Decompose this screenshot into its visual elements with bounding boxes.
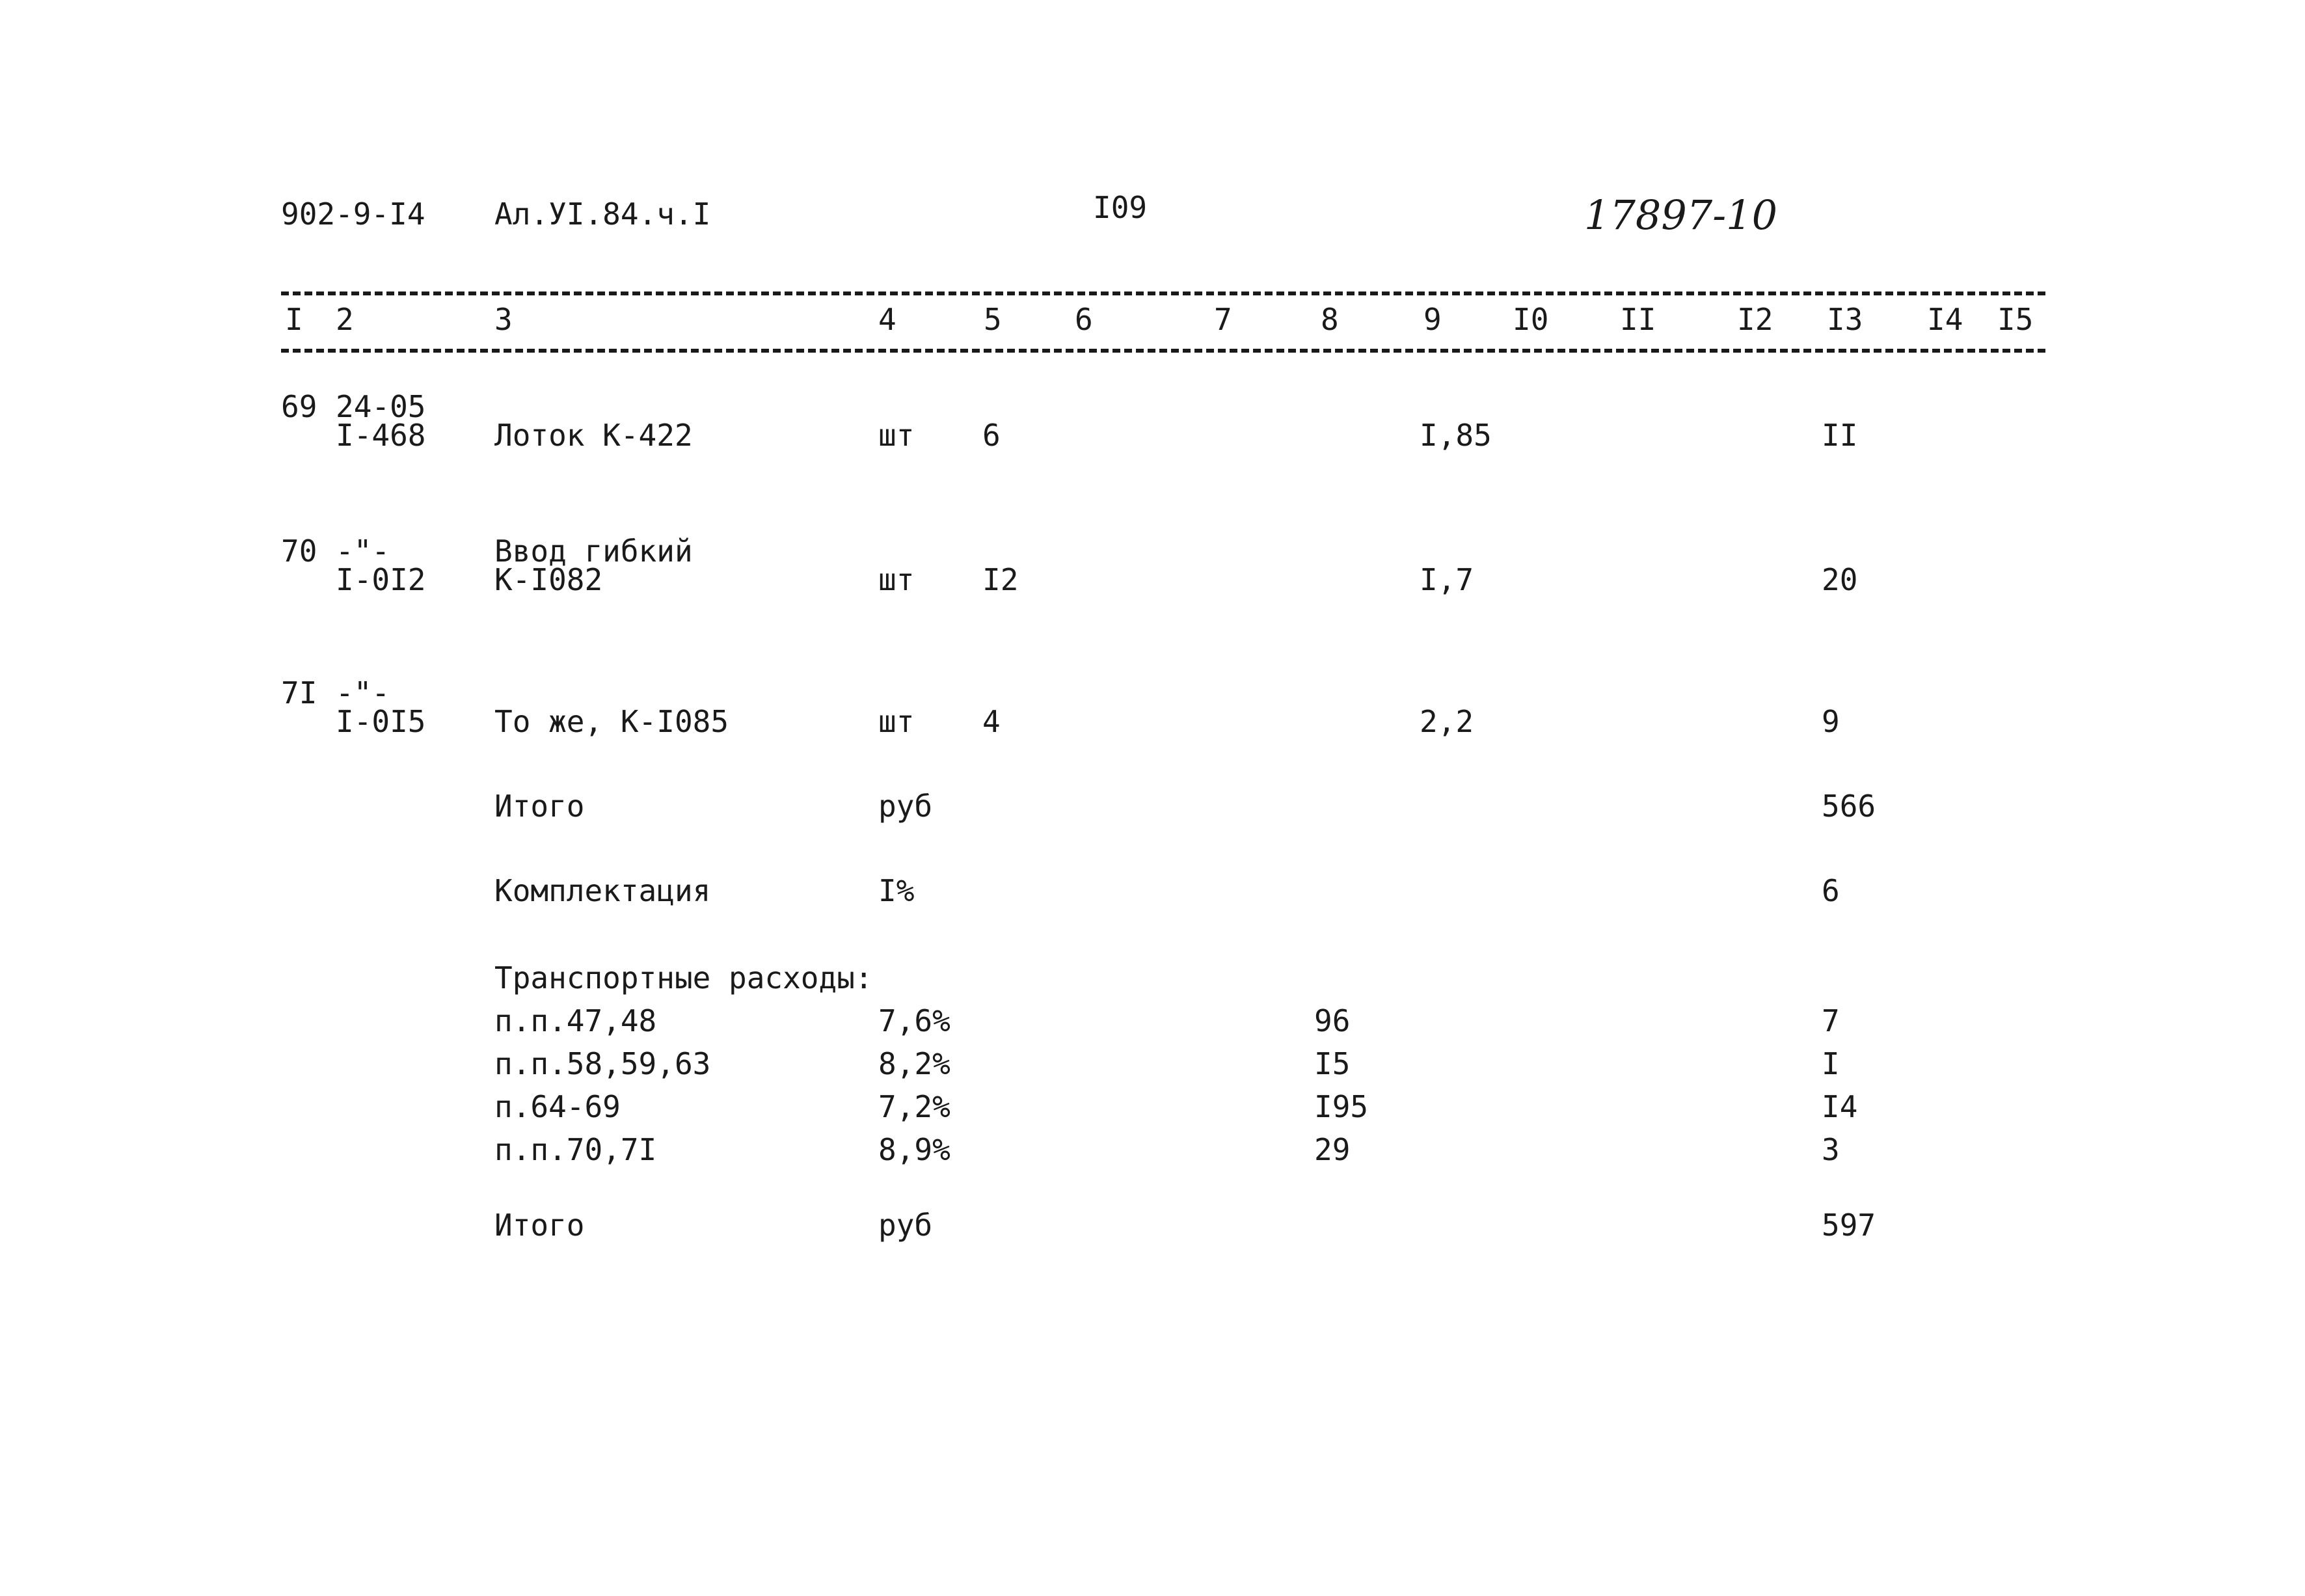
- header-top-rule: [281, 291, 2045, 295]
- transport-heading: Транспортные расходы:: [494, 960, 873, 995]
- completion-label: Комплектация: [494, 873, 711, 908]
- album-reference: Ал.УI.84.ч.I: [494, 196, 711, 232]
- price-code-item: I-468: [336, 418, 426, 453]
- unit-price: I,7: [1420, 562, 1474, 597]
- col-header: I: [285, 302, 303, 337]
- col-header: I5: [1997, 302, 2034, 337]
- col-header: I0: [1513, 302, 1549, 337]
- col-header: I3: [1827, 302, 1863, 337]
- transport-total: 3: [1822, 1132, 1840, 1167]
- total-cost: II: [1822, 418, 1858, 453]
- transport-rate: 8,9%: [878, 1132, 950, 1167]
- unit-price: I,85: [1420, 418, 1492, 453]
- transport-base: 96: [1314, 1003, 1351, 1038]
- total-cost: 20: [1822, 562, 1858, 597]
- completion-total: 6: [1822, 873, 1840, 908]
- transport-base: 29: [1314, 1132, 1351, 1167]
- page-number: I09: [1093, 190, 1148, 225]
- document-code: 902-9-I4: [281, 196, 425, 232]
- transport-items: п.п.47,48: [494, 1003, 657, 1038]
- price-code-item: I-0I2: [336, 562, 426, 597]
- subtotal-total: 566: [1822, 789, 1876, 824]
- col-header: 9: [1423, 302, 1442, 337]
- transport-total: 7: [1822, 1003, 1840, 1038]
- grand-total-unit: руб: [878, 1208, 933, 1243]
- price-code: -"-: [336, 675, 390, 710]
- completion-rate: I%: [878, 873, 915, 908]
- col-header: 8: [1321, 302, 1339, 337]
- quantity: 6: [982, 418, 1001, 453]
- header-bottom-rule: [281, 349, 2045, 353]
- transport-total: I: [1822, 1046, 1840, 1081]
- col-header: II: [1620, 302, 1656, 337]
- col-header: 4: [878, 302, 896, 337]
- transport-base: I95: [1314, 1089, 1369, 1124]
- subtotal-unit: руб: [878, 789, 933, 824]
- transport-rate: 7,6%: [878, 1003, 950, 1038]
- price-code: 24-05: [336, 389, 426, 424]
- transport-items: п.п.70,7I: [494, 1132, 657, 1167]
- item-name: Лоток К-422: [494, 418, 693, 453]
- col-header: I2: [1737, 302, 1773, 337]
- col-header: 3: [494, 302, 513, 337]
- quantity: I2: [982, 562, 1019, 597]
- unit: шт: [878, 562, 915, 597]
- item-name: Ввод гибкий: [494, 534, 693, 569]
- transport-rate: 8,2%: [878, 1046, 950, 1081]
- transport-total: I4: [1822, 1089, 1858, 1124]
- row-number: 69: [281, 389, 317, 424]
- price-code: -"-: [336, 534, 390, 569]
- quantity: 4: [982, 704, 1001, 739]
- transport-base: I5: [1314, 1046, 1351, 1081]
- grand-total-label: Итого: [494, 1208, 585, 1243]
- row-number: 7I: [281, 675, 317, 710]
- handwritten-stamp-number: 17897-10: [1584, 191, 1778, 239]
- col-header: 7: [1214, 302, 1232, 337]
- grand-total-value: 597: [1822, 1208, 1876, 1243]
- price-code-item: I-0I5: [336, 704, 426, 739]
- row-number: 70: [281, 534, 317, 569]
- unit-price: 2,2: [1420, 704, 1474, 739]
- subtotal-label: Итого: [494, 789, 585, 824]
- transport-rate: 7,2%: [878, 1089, 950, 1124]
- col-header: 5: [984, 302, 1002, 337]
- transport-items: п.64-69: [494, 1089, 621, 1124]
- item-name-cont: К-I082: [494, 562, 603, 597]
- col-header: I4: [1927, 302, 1963, 337]
- unit: шт: [878, 704, 915, 739]
- total-cost: 9: [1822, 704, 1840, 739]
- item-name: То же, К-I085: [494, 704, 729, 739]
- transport-items: п.п.58,59,63: [494, 1046, 711, 1081]
- unit: шт: [878, 418, 915, 453]
- col-header: 2: [336, 302, 354, 337]
- col-header: 6: [1075, 302, 1093, 337]
